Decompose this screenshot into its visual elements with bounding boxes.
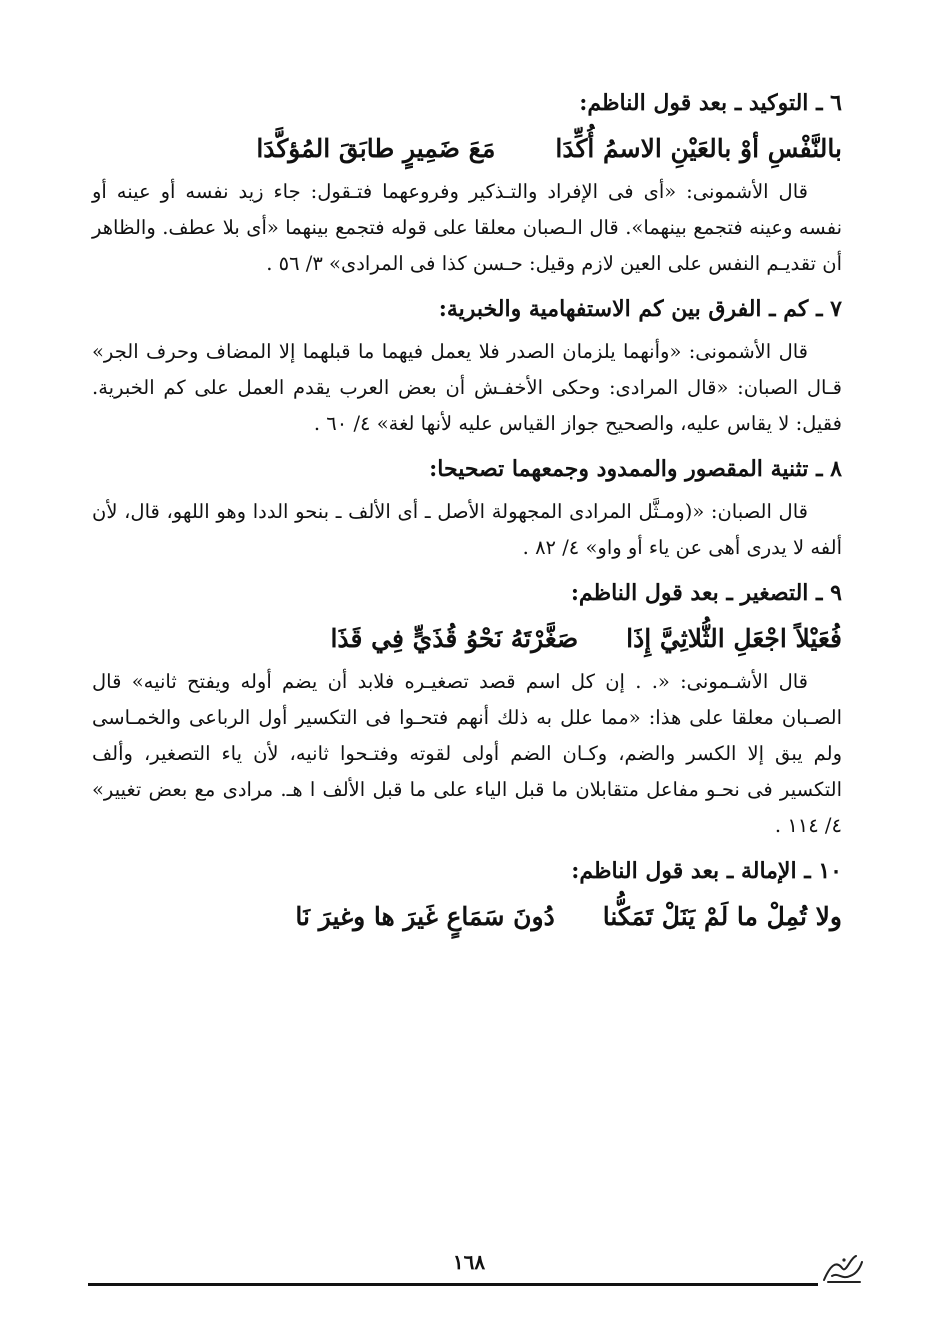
verse-hemistich-second: دُونَ سَمَاعٍ غَيرَ ها وغيرَ نَا bbox=[295, 902, 555, 931]
verse-line-6 bbox=[92, 126, 842, 172]
section-paragraph-7: قال الأشمونى: «وأنهما يلزمان الصدر فلا يعمل فيهما ما قبلهما إلا المضاف وحرف الجر» قـال الصبان: «قال المرادى: وحكى الأخفـش أن بعض العرب يقدم العمل على كم الخبرية. فقيل: لا يقاس عليه، والصحيح جواز القياس عليه لأنها لغة» ٤/ ٦٠ . bbox=[92, 340, 842, 435]
verse-hemistich-first: بالنَّفْسِ أوْ بالعَيْنِ الاسمُ أُكِّدَا bbox=[555, 134, 842, 163]
section-paragraph-9: قال الأشـمونى: «. . إن كل اسم قصد تصغيـره فلابد أن يضم أوله ويفتح ثانيه» قال الصـبان معلقا على هذا: «مما علل به ذلك أنهم فتحـوا فى التكسير أول الرباعى والخمـاسى ولم يبق إلا الكسر والضم، وكـان الضم أولى لقوته وفتـحوا ثانيه، لأن ياء التصغير، وألف التكسير فى نحـو مفاعل متقابلان ما قبل الياء على ما قبل الألف ا هـ. مرادى مع بعض تغيير» ٤/ ١١٤ . bbox=[92, 670, 842, 837]
verse-hemistich-second: صَغَّرْتَهُ نَحْوُ قُذَيٍّ فِي قَذَا bbox=[330, 624, 579, 653]
section-heading-8: ٨ ـ تثنية المقصور والممدود وجمعهما تصحيحا: bbox=[429, 456, 842, 482]
verse-hemistich-first: ولا تُمِلْ ما لَمْ يَنَلْ تَمَكُّنا bbox=[602, 902, 842, 931]
verse-line-9 bbox=[92, 616, 842, 662]
section-heading-10: ١٠ ـ الإمالة ـ بعد قول الناظم: bbox=[571, 858, 842, 884]
footer-rule bbox=[88, 1283, 818, 1286]
section-paragraph-8: قال الصبان: «(ومـثَّل المرادى المجهولة الأصل ـ أى الألف ـ بنحو الددا وهو اللهو، قال، لأن ألفه لا يدرى أهى عن ياء أو واو» ٤/ ٨٢ . bbox=[92, 500, 842, 559]
publisher-logo-icon bbox=[820, 1246, 866, 1286]
section-heading-6: ٦ ـ التوكيد ـ بعد قول الناظم: bbox=[579, 90, 842, 116]
verse-line-10 bbox=[92, 894, 842, 940]
section-heading-7: ٧ ـ كم ـ الفرق بين كم الاستفهامية والخبرية: bbox=[438, 296, 842, 322]
section-paragraph-6: قال الأشمونى: «أى فى الإفراد والتـذكير وفروعهما فتـقول: جاء زيد نفسه أو عينه أو نفسه وعينه فتجمع بينهما». قال الـصبان معلقا على قوله فتجمع بينهما «أى بلا عطف. والظاهر أن تقديـم النفس على العين لازم وقيل: حـسن كذا فى المرادى» ٣/ ٥٦ . bbox=[92, 180, 842, 275]
section-heading-9: ٩ ـ التصغير ـ بعد قول الناظم: bbox=[570, 580, 842, 606]
verse-hemistich-first: فُعَيْلاً اجْعَلِ الثُّلاثِيَّ إِذَا bbox=[626, 624, 842, 653]
page-content bbox=[92, 86, 842, 942]
verse-hemistich-second: مَعَ ضَمِيرٍ طابَقَ المُؤكَّدَا bbox=[256, 134, 496, 163]
page-number: ١٦٨ bbox=[452, 1250, 486, 1274]
